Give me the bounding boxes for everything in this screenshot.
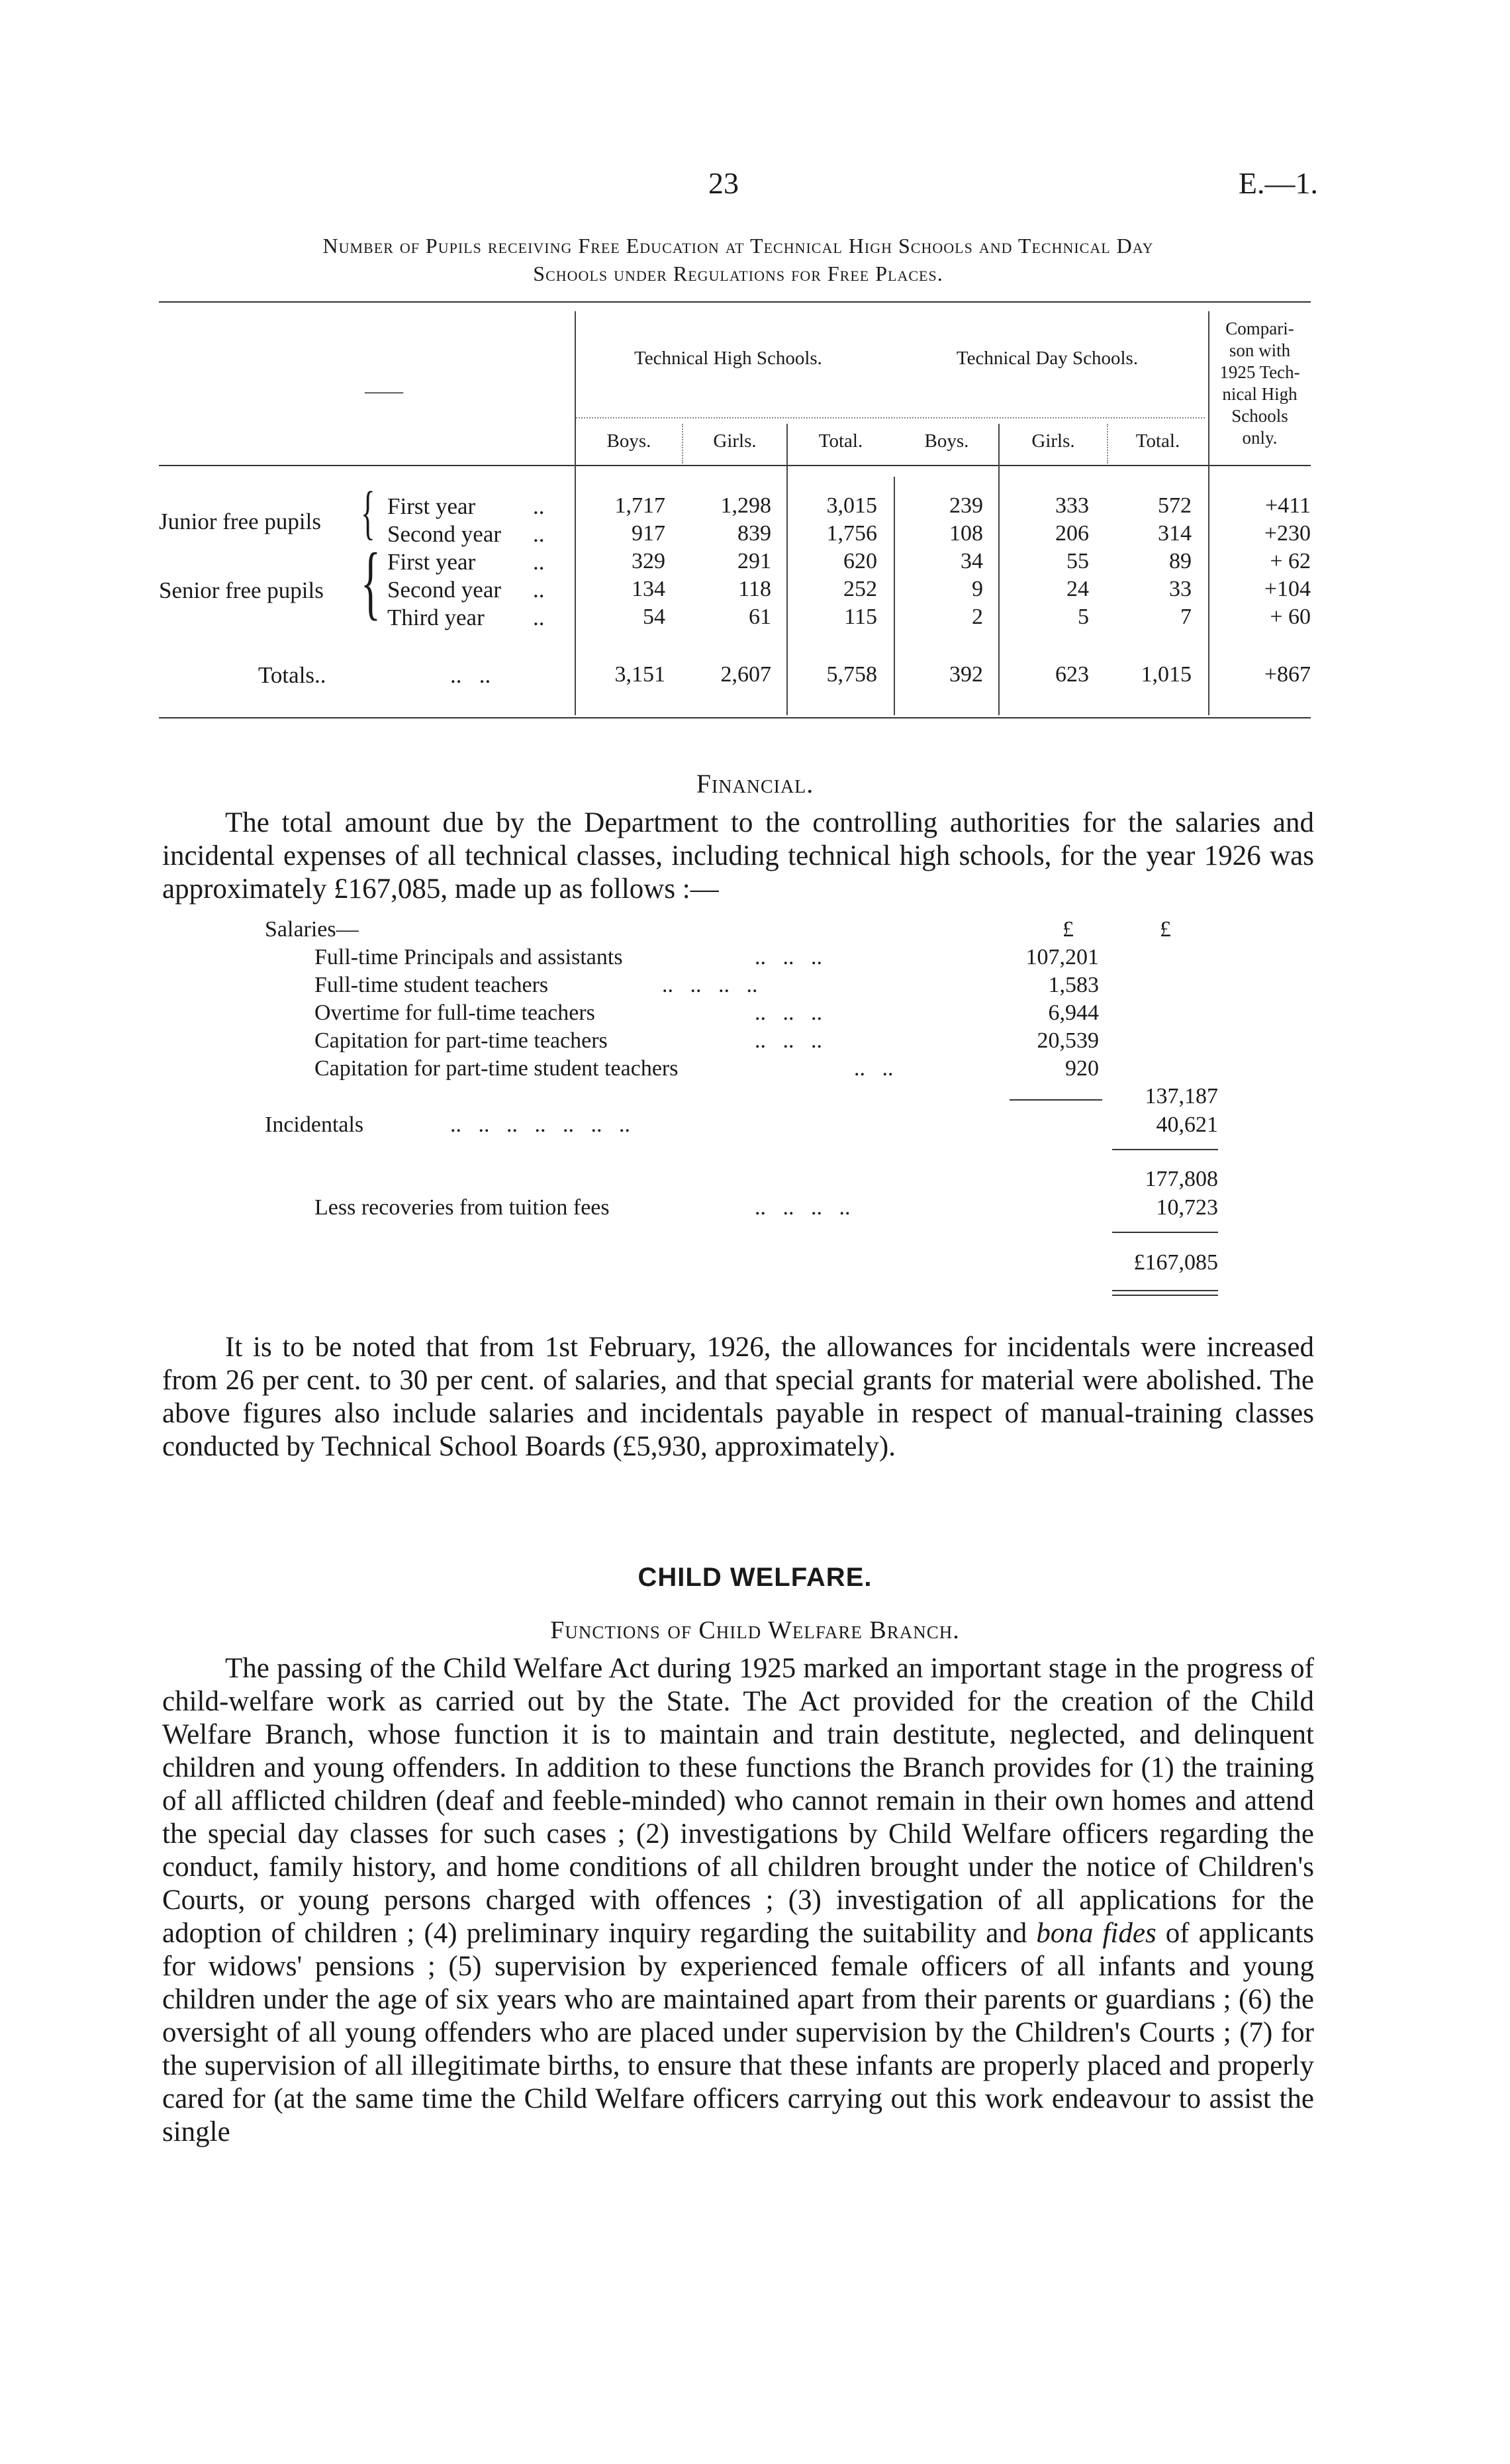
incidentals-value: 40,621 xyxy=(1156,1112,1218,1137)
row-label: Third year xyxy=(387,605,485,630)
currency-symbol: £ xyxy=(1160,917,1171,942)
table-bottom-rule xyxy=(159,717,1311,718)
salary-item-dots: .. .. .. xyxy=(755,1001,822,1025)
sub-header-total-day: Total. xyxy=(1135,430,1180,452)
salary-item-label: Full-time Principals and assistants xyxy=(314,945,623,969)
table-title xyxy=(152,232,1324,287)
cell: + 62 xyxy=(1270,549,1311,573)
senior-brace: { xyxy=(361,537,381,628)
cell: 2,607 xyxy=(720,662,771,687)
cell: + 60 xyxy=(1270,605,1311,629)
financial-paragraph-text: The total amount due by the Department to the controlling authorities for the salaries and incidental expenses of all technical classes, including technical high schools, for the year 1926 was approximately £167,085, made up as follows :— xyxy=(162,807,1314,905)
subtotal-rule xyxy=(1010,1099,1102,1101)
cell: 623 xyxy=(1055,662,1089,687)
group-divider-rule xyxy=(576,417,1205,419)
cell: 115 xyxy=(844,605,877,629)
junior-brace: { xyxy=(361,480,375,546)
junior-group-label: Junior free pupils xyxy=(159,509,321,534)
sub-header-boys-day: Boys. xyxy=(924,430,969,452)
financial-heading: Financial. xyxy=(696,769,814,799)
cell: 239 xyxy=(949,493,983,518)
salary-item-label: Capitation for part-time teachers xyxy=(314,1028,608,1053)
salary-item-label: Full-time student teachers xyxy=(314,973,549,997)
child-welfare-paragraph xyxy=(162,1652,1314,2149)
cell: 392 xyxy=(949,662,983,687)
cell: 34 xyxy=(961,549,983,573)
totals-label: Totals.. xyxy=(258,662,326,688)
page-number: 23 xyxy=(708,166,739,200)
net-rule xyxy=(1112,1232,1218,1233)
cell: 620 xyxy=(843,549,877,573)
table-header-rule xyxy=(159,465,1311,466)
salary-item-value: 920 xyxy=(1065,1056,1099,1081)
salary-item-label: Capitation for part-time student teachers xyxy=(314,1056,679,1081)
cell: 329 xyxy=(632,549,665,573)
gross-total: 177,808 xyxy=(1145,1167,1218,1191)
currency-symbol: £ xyxy=(1062,917,1074,942)
net-total: £167,085 xyxy=(1133,1250,1218,1275)
cell: 1,756 xyxy=(826,521,877,546)
cell: 314 xyxy=(1158,521,1192,546)
incidentals-dots: .. .. .. .. .. .. .. xyxy=(450,1112,630,1137)
row-dots: .. xyxy=(533,521,545,547)
row-label: First year xyxy=(387,493,476,519)
cell: 134 xyxy=(632,577,665,601)
note-paragraph-text: It is to be noted that from 1st February, 1926, the allowances for incidentals were increased from 26 per cent. to 30 per cent. of salaries, and that special grants for material were abolished. The above figures also include salaries and incidentals payable in respect of manual-training classes conducted by Technical School Boards (£5,930, approximately). xyxy=(162,1332,1314,1462)
cell: 5,758 xyxy=(826,662,877,687)
note-paragraph xyxy=(162,1331,1314,1463)
totals-dots: .. .. xyxy=(450,662,491,688)
salary-item-label: Overtime for full-time teachers xyxy=(314,1001,595,1025)
comparison-header-line: 1925 Tech- xyxy=(1219,362,1300,382)
comparison-header-line: son with xyxy=(1229,340,1291,360)
cell: 33 xyxy=(1169,577,1192,601)
financial-paragraph xyxy=(162,807,1314,906)
cell: +230 xyxy=(1264,521,1311,546)
cell: 118 xyxy=(738,577,771,601)
row-label: Second year xyxy=(387,577,502,603)
salaries-label: Salaries— xyxy=(265,917,359,942)
cell: 1,298 xyxy=(720,493,771,518)
salaries-subtotal: 137,187 xyxy=(1145,1084,1218,1109)
cell: 252 xyxy=(843,577,877,601)
cell: +411 xyxy=(1265,493,1311,518)
cell: 3,151 xyxy=(614,662,665,687)
net-double-rule xyxy=(1112,1295,1218,1296)
cell: 917 xyxy=(632,521,665,546)
comparison-header xyxy=(1210,318,1309,449)
cell: 839 xyxy=(737,521,771,546)
row-dots: .. xyxy=(533,605,545,630)
table-top-rule xyxy=(159,301,1311,303)
row-dots: .. xyxy=(533,577,545,603)
incidentals-label: Incidentals xyxy=(265,1112,364,1137)
sub-header-girls-day: Girls. xyxy=(1031,430,1075,452)
cell: 333 xyxy=(1055,493,1089,518)
column-divider xyxy=(1208,311,1209,715)
gross-rule xyxy=(1112,1149,1218,1150)
row-dots: .. xyxy=(533,549,545,575)
child-welfare-text-italic: bona fides xyxy=(1036,1918,1156,1949)
salary-item-value: 20,539 xyxy=(1037,1028,1099,1053)
cell: +867 xyxy=(1264,662,1311,687)
table-title-line-2: Schools under Regulations for Free Places. xyxy=(533,262,943,285)
cell: 54 xyxy=(643,605,665,629)
salary-item-dots: .. .. .. xyxy=(755,945,822,969)
cell: 572 xyxy=(1158,493,1192,518)
sub-header-girls-high: Girls. xyxy=(713,430,757,452)
cell: 9 xyxy=(972,577,983,601)
salary-item-dots: .. .. .. xyxy=(755,1028,822,1053)
child-welfare-subheading: Functions of Child Welfare Branch. xyxy=(550,1616,960,1644)
salary-item-value: 107,201 xyxy=(1025,945,1099,969)
cell: 1,717 xyxy=(614,493,665,518)
cell: 3,015 xyxy=(826,493,877,518)
salary-item-value: 6,944 xyxy=(1048,1001,1099,1025)
cell: 5 xyxy=(1078,605,1089,629)
recoveries-value: 10,723 xyxy=(1156,1195,1218,1220)
sub-header-total-high: Total. xyxy=(818,430,863,452)
row-dots: .. xyxy=(533,493,545,519)
cell: 89 xyxy=(1169,549,1192,573)
cell: +104 xyxy=(1264,577,1311,601)
child-welfare-text-part-1: The passing of the Child Welfare Act during 1925 marked an important stage in the progress of child-welfare work as carried out by the State. The Act provided for the creation of the Child Welfare Branch, whose function it is to maintain and train destitute, neglected, and delinquent children and young offenders. In addition to these functions the Branch provides for (1) the training of all afflicted children (deaf and feeble-minded) who cannot remain in their own homes and attend the special day classes for such cases ; (2) investigations by Child Welfare officers regarding the conduct, family history, and home conditions of all children brought under the notice of Children's Courts, or young persons charged with offences ; (3) investigation of all applications for the adoption of children ; (4) preliminary inquiry regarding the suitability and xyxy=(162,1653,1314,1949)
cell: 108 xyxy=(949,521,983,546)
table-title-line-1: Number of Pupils receiving Free Education at Technical High Schools and Technical Day xyxy=(322,234,1154,258)
child-welfare-text-part-2: of applicants for widows' pensions ; (5) supervision by experienced female officers of all infants and young children under the age of six years who are maintained apart from their parents or guardians ; (6) the oversight of all young offenders who are placed under supervision by the Children's Courts ; (7) for the supervision of all illegitimate births, to ensure that these infants are properly placed and properly cared for (at the same time the Child Welfare officers carrying out this work endeavour to assist the single xyxy=(162,1918,1314,2147)
cell: 1,015 xyxy=(1141,662,1192,687)
recoveries-dots: .. .. .. .. xyxy=(755,1195,851,1220)
row-label: First year xyxy=(387,549,476,575)
net-double-rule xyxy=(1112,1290,1218,1291)
salary-item-value: 1,583 xyxy=(1048,973,1099,997)
comparison-header-line: nical High xyxy=(1222,384,1298,404)
cell: 24 xyxy=(1066,577,1089,601)
senior-group-label: Senior free pupils xyxy=(159,577,324,603)
cell: 7 xyxy=(1180,605,1192,629)
blank-header: —— xyxy=(365,381,403,402)
sub-header-boys-high: Boys. xyxy=(606,430,651,452)
cell: 61 xyxy=(749,605,771,629)
cell: 55 xyxy=(1066,549,1089,573)
comparison-header-line: only. xyxy=(1242,428,1278,448)
row-label: Second year xyxy=(387,521,502,547)
group-header-technical-high: Technical High Schools. xyxy=(634,348,822,369)
cell: 291 xyxy=(737,549,771,573)
salary-item-dots: .. .. .. .. xyxy=(662,973,758,997)
child-welfare-heading: CHILD WELFARE. xyxy=(637,1563,873,1592)
comparison-header-line: Schools xyxy=(1231,406,1288,426)
cell: 206 xyxy=(1055,521,1089,546)
recoveries-label: Less recoveries from tuition fees xyxy=(314,1195,610,1220)
salary-item-dots: .. .. xyxy=(854,1056,894,1081)
comparison-header-line: Compari- xyxy=(1225,319,1294,338)
group-header-technical-day: Technical Day Schools. xyxy=(956,348,1139,369)
document-reference: E.—1. xyxy=(1238,166,1318,200)
cell: 2 xyxy=(972,605,983,629)
